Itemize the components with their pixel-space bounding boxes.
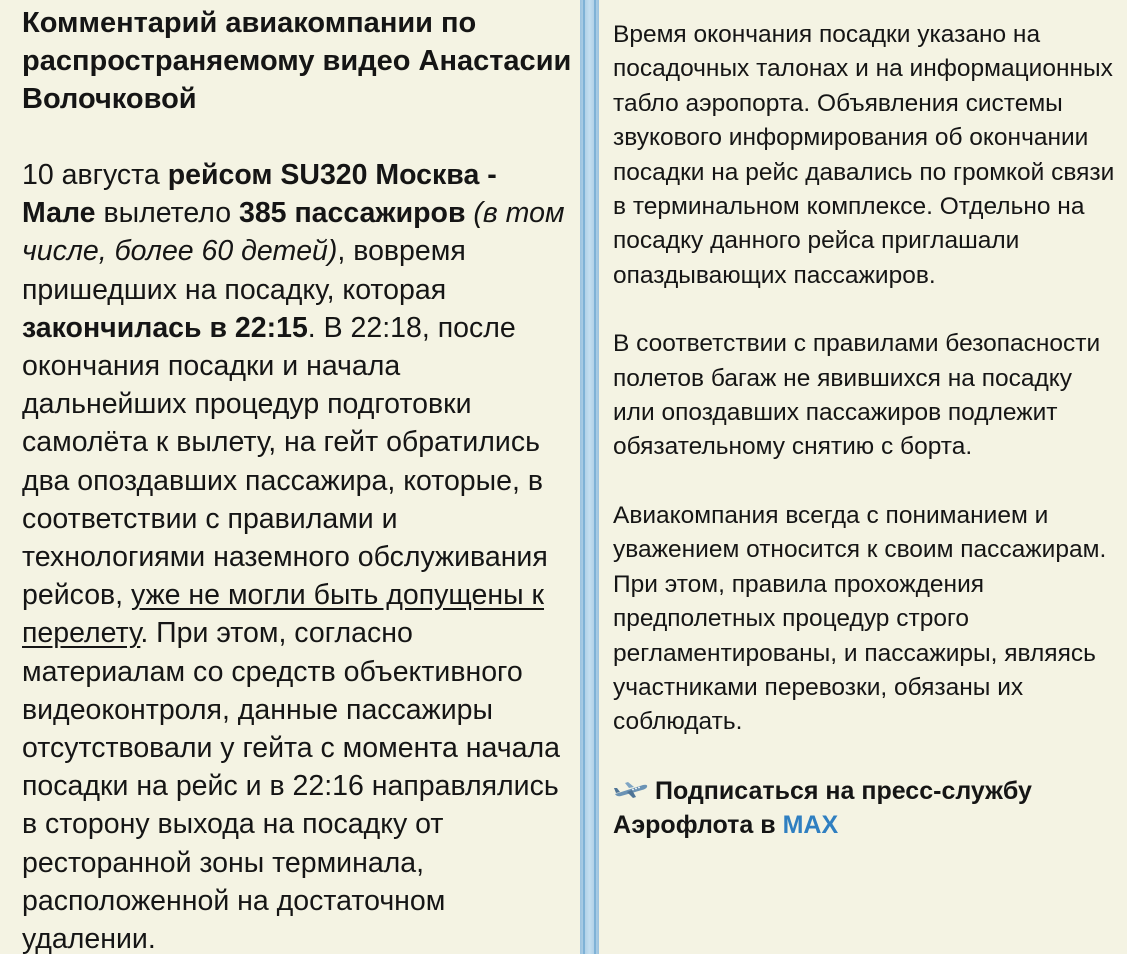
- max-link[interactable]: MAX: [782, 810, 839, 839]
- bold-segment: 385 пассажиров: [238, 197, 466, 230]
- message-divider: [580, 0, 599, 954]
- italic-segment: (в том числе, более 60 детей): [22, 197, 565, 268]
- post-paragraph-passengers: Авиакомпания всегда с пониманием и уважением относится к своим пассажирам. При этом, правила прохождения предполетных процедур строго регламентированы, и пассажиры, являясь участниками перевозки, обязаны их соблюдать.: [613, 501, 1107, 736]
- post-paragraph-baggage: В соответствии с правилами безопасности полетов багаж не явившихся на посадку или опоздавших пассажиров подлежит обязательному снятию с борта.: [613, 330, 1101, 461]
- subscribe-text: Подписаться на пресс-службу Аэрофлота в: [613, 776, 1032, 839]
- post-title: Комментарий авиакомпании по распространяемому видео Анастасии Волочковой: [22, 7, 572, 115]
- bold-segment: закончилась в 22:15: [22, 311, 308, 344]
- post-paragraph-boarding-time: Время окончания посадки указано на посадочных талонах и на информационных табло аэропорта. Объявления системы звукового информирования об окончании посадки на рейс давались по громкой связи в терминальном комплексе. Отдельно на посадку данного рейса приглашали опаздывающих пассажиров.: [613, 21, 1115, 289]
- airplane-icon: [613, 779, 649, 801]
- text-segment: , вовремя пришедших на посадку, которая: [22, 235, 466, 306]
- right-message-bubble: [599, 0, 1127, 954]
- subscribe-line: [613, 774, 1117, 842]
- text-segment: . В 22:18, после окончания посадки и начала дальнейших процедур подготовки самолёта к вылету, на гейт обратились два опоздавших пассажира, которые, в соответствии с правилами и технологиями наземного обслуживания рейсов,: [22, 311, 548, 612]
- underlined-segment: уже не могли быть допущены к перелету: [22, 579, 545, 650]
- post-body-paragraph: [22, 156, 572, 954]
- text-segment: . При этом, согласно материалам со средств объективного видеоконтроля, данные пассажиры отсутствовали у гейта с момента начала посадки на рейс и в 22:16 направлялись в сторону выхода на посадку от ресторанной зоны терминала, расположенной на достаточном удалении.: [22, 617, 560, 954]
- text-segment: 10 августа: [22, 159, 168, 191]
- text-segment: вылетело: [95, 197, 239, 230]
- bold-segment: рейсом SU320 Москва - Мале: [22, 159, 497, 230]
